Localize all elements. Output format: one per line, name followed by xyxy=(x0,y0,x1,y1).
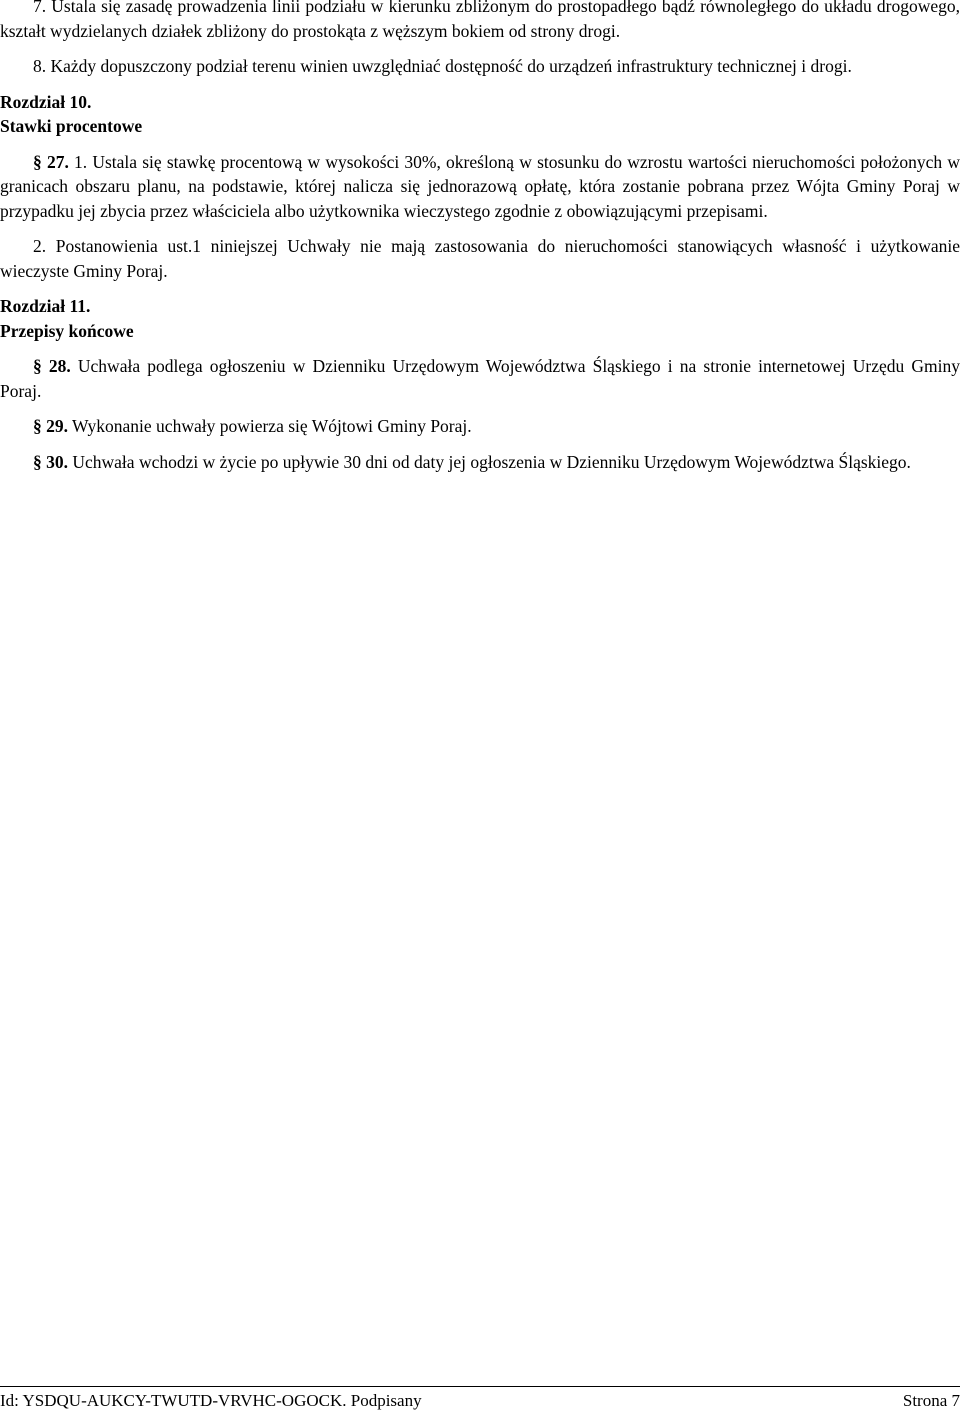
document-id: Id: YSDQU-AUKCY-TWUTD-VRVHC-OGOCK. Podpisany xyxy=(0,1391,422,1410)
chapter-10-number: Rozdział 10. xyxy=(0,91,92,112)
page-number: Strona 7 xyxy=(902,1391,960,1410)
section-28-label: § 28. xyxy=(33,356,71,376)
section-29-text: Wykonanie uchwały powierza się Wójtowi Gminy Poraj. xyxy=(68,416,472,436)
section-28 xyxy=(0,354,960,403)
section-30-label: § 30. xyxy=(33,451,68,472)
paragraph-7: 7. Ustala się zasadę prowadzenia linii podziału w kierunku zbliżonym do prostopadłego bądź równoległego do układu drogowego, kształt wydzielanych działek zbliżony do prostokąta z węższym bokiem od strony drogi. xyxy=(0,0,960,41)
paragraph-8: 8. Każdy dopuszczony podział terenu winien uwzględniać dostępność do urządzeń infrastruktury technicznej i drogi. xyxy=(33,56,852,76)
section-30-text: Uchwała wchodzi w życie po upływie 30 dni od daty jej ogłoszenia w Dzienniku Urzędowym Województwa Śląskiego. xyxy=(68,451,911,472)
section-29-label: § 29. xyxy=(33,416,68,436)
section-28-text: Uchwała podlega ogłoszeniu w Dzienniku Urzędowym Województwa Śląskiego i na stronie internetowej Urzędu Gminy Poraj. xyxy=(0,356,960,401)
section-29 xyxy=(0,414,960,439)
chapter-11-title: Przepisy końcowe xyxy=(0,320,134,341)
section-30 xyxy=(0,450,960,475)
chapter-10-title: Stawki procentowe xyxy=(0,116,143,136)
page-footer xyxy=(0,1386,960,1412)
section-27-label: § 27. xyxy=(33,151,69,172)
section-27-text: 1. Ustala się stawkę procentową w wysokości 30%, określoną w stosunku do wzrostu wartości nieruchomości położonych w granicach obszaru planu, na podstawie, której nalicza się jednorazową opłatę, która zostanie pobrana przez Wójta Gminy Poraj w przypadku jej zbycia przez właściciela albo użytkownika wieczystego zgodnie z obowiązującymi przepisami. xyxy=(0,151,960,221)
document-body xyxy=(0,0,960,474)
chapter-11-number: Rozdział 11. xyxy=(0,296,91,316)
section-27 xyxy=(0,150,960,224)
section-27-point-2: 2. Postanowienia ust.1 niniejszej Uchwały nie mają zastosowania do nieruchomości stanowiących własność i użytkowanie wieczyste Gminy Poraj. xyxy=(0,236,960,281)
